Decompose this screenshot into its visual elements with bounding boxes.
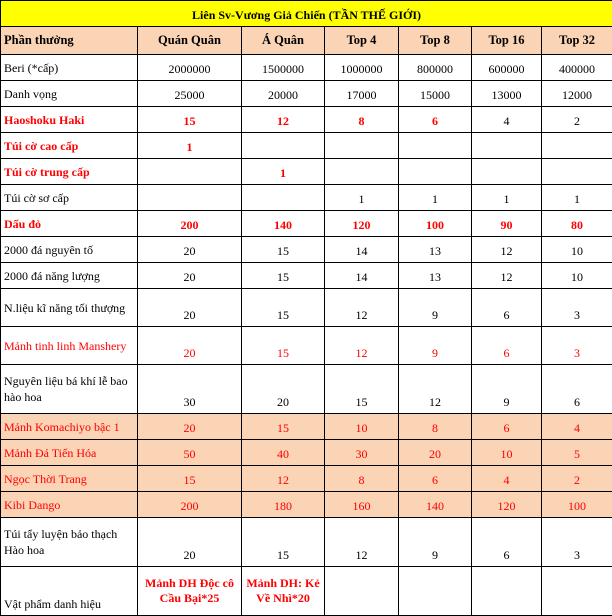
cell: 12 — [472, 237, 542, 263]
cell: 180 — [242, 492, 325, 518]
cell — [472, 159, 542, 185]
award-champion: Mảnh DH Độc cô Cầu Bại*25 — [138, 567, 242, 616]
cell: 1 — [242, 159, 325, 185]
cell — [138, 159, 242, 185]
cell: 15 — [242, 289, 325, 327]
cell: 2000000 — [138, 55, 242, 81]
cell: 3 — [542, 327, 612, 365]
cell: 15 — [242, 263, 325, 289]
cell: 140 — [399, 492, 472, 518]
cell: 9 — [399, 518, 472, 567]
cell — [138, 185, 242, 211]
table-row — [1, 159, 612, 185]
cell: 13 — [399, 237, 472, 263]
table-title: Liên Sv-Vương Giả Chiến (TẦN THẾ GIỚI) — [1, 1, 612, 27]
row-label: Haoshoku Haki — [1, 107, 138, 133]
award-row — [1, 567, 612, 616]
cell — [542, 133, 612, 159]
row-label: Ngọc Thời Trang — [1, 466, 138, 492]
table-row — [1, 133, 612, 159]
cell: 8 — [325, 107, 399, 133]
cell: 12 — [325, 289, 399, 327]
table-row — [1, 107, 612, 133]
cell: 1 — [542, 185, 612, 211]
header-top16: Top 16 — [472, 27, 542, 55]
cell: 15 — [242, 414, 325, 440]
cell: 12 — [472, 263, 542, 289]
cell: 6 — [399, 466, 472, 492]
cell: 4 — [542, 414, 612, 440]
cell: 12 — [325, 518, 399, 567]
award-runner-up: Mảnh DH: Kẻ Về Nhì*20 — [242, 567, 325, 616]
table-row — [1, 263, 612, 289]
cell: 6 — [472, 414, 542, 440]
row-label: Túi cờ cao cấp — [1, 133, 138, 159]
table-row — [1, 211, 612, 237]
row-label: Túi cờ trung cấp — [1, 159, 138, 185]
cell: 15000 — [399, 81, 472, 107]
cell — [325, 567, 399, 616]
cell: 6 — [472, 289, 542, 327]
cell — [399, 567, 472, 616]
cell: 15 — [242, 327, 325, 365]
cell: 6 — [399, 107, 472, 133]
header-top8: Top 8 — [399, 27, 472, 55]
cell: 9 — [399, 327, 472, 365]
table-row — [1, 289, 612, 327]
cell — [242, 185, 325, 211]
cell: 12 — [399, 365, 472, 414]
cell: 120 — [325, 211, 399, 237]
row-label: Mảnh Komachiyo bậc 1 — [1, 414, 138, 440]
header-reward: Phần thưởng — [1, 27, 138, 55]
row-label: N.liệu kĩ năng tối thượng — [1, 289, 138, 327]
cell: 13 — [399, 263, 472, 289]
cell: 12000 — [542, 81, 612, 107]
cell: 8 — [325, 466, 399, 492]
cell: 1 — [325, 185, 399, 211]
cell: 1 — [472, 185, 542, 211]
row-label: Túi tẩy luyện bảo thạch Hào hoa — [1, 518, 138, 567]
cell: 20 — [242, 365, 325, 414]
cell: 3 — [542, 518, 612, 567]
cell: 6 — [542, 365, 612, 414]
cell: 4 — [472, 466, 542, 492]
cell: 15 — [138, 466, 242, 492]
cell: 400000 — [542, 55, 612, 81]
cell: 15 — [138, 107, 242, 133]
cell: 30 — [138, 365, 242, 414]
cell: 200 — [138, 492, 242, 518]
cell: 140 — [242, 211, 325, 237]
row-label: Kibi Dango — [1, 492, 138, 518]
cell: 20 — [138, 263, 242, 289]
cell: 1000000 — [325, 55, 399, 81]
row-label: Nguyên liệu bá khí lễ bao hào hoa — [1, 365, 138, 414]
cell: 40 — [242, 440, 325, 466]
cell — [542, 159, 612, 185]
table-row — [1, 414, 612, 440]
cell: 100 — [542, 492, 612, 518]
table-row — [1, 81, 612, 107]
cell: 30 — [325, 440, 399, 466]
cell: 20 — [138, 289, 242, 327]
row-label: 2000 đá nguyên tố — [1, 237, 138, 263]
table-row — [1, 55, 612, 81]
cell: 15 — [325, 365, 399, 414]
table-row — [1, 327, 612, 365]
cell: 50 — [138, 440, 242, 466]
cell: 2 — [542, 107, 612, 133]
table-row — [1, 518, 612, 567]
row-label: Beri (*cấp) — [1, 55, 138, 81]
cell: 17000 — [325, 81, 399, 107]
cell: 10 — [542, 237, 612, 263]
cell: 14 — [325, 237, 399, 263]
cell: 90 — [472, 211, 542, 237]
cell — [472, 567, 542, 616]
cell: 5 — [542, 440, 612, 466]
header-top4: Top 4 — [325, 27, 399, 55]
cell: 8 — [399, 414, 472, 440]
cell: 20 — [138, 237, 242, 263]
row-label: Túi cờ sơ cấp — [1, 185, 138, 211]
cell: 15 — [242, 237, 325, 263]
table-row — [1, 237, 612, 263]
cell — [399, 159, 472, 185]
cell: 10 — [325, 414, 399, 440]
cell: 12 — [242, 107, 325, 133]
cell — [542, 567, 612, 616]
cell — [325, 133, 399, 159]
row-label: Mảnh Đá Tiến Hóa — [1, 440, 138, 466]
cell: 200 — [138, 211, 242, 237]
header-top32: Top 32 — [542, 27, 612, 55]
table-row — [1, 466, 612, 492]
cell: 20 — [399, 440, 472, 466]
cell — [325, 159, 399, 185]
table-row — [1, 185, 612, 211]
cell: 4 — [472, 107, 542, 133]
cell: 800000 — [399, 55, 472, 81]
cell: 3 — [542, 289, 612, 327]
header-row — [1, 27, 612, 55]
header-runner-up: Á Quân — [242, 27, 325, 55]
cell: 6 — [472, 518, 542, 567]
table-row — [1, 440, 612, 466]
cell: 100 — [399, 211, 472, 237]
cell: 10 — [472, 440, 542, 466]
cell: 120 — [472, 492, 542, 518]
cell: 13000 — [472, 81, 542, 107]
cell: 160 — [325, 492, 399, 518]
cell: 20000 — [242, 81, 325, 107]
cell: 9 — [399, 289, 472, 327]
cell: 12 — [325, 327, 399, 365]
row-label: 2000 đá năng lượng — [1, 263, 138, 289]
cell: 1500000 — [242, 55, 325, 81]
table-row — [1, 365, 612, 414]
cell: 9 — [472, 365, 542, 414]
cell: 20 — [138, 518, 242, 567]
cell: 600000 — [472, 55, 542, 81]
cell — [399, 133, 472, 159]
cell: 2 — [542, 466, 612, 492]
cell: 6 — [472, 327, 542, 365]
cell: 25000 — [138, 81, 242, 107]
table-row — [1, 492, 612, 518]
row-label: Dấu đỏ — [1, 211, 138, 237]
row-label: Danh vọng — [1, 81, 138, 107]
row-label: Mảnh tinh linh Manshery — [1, 327, 138, 365]
header-champion: Quán Quân — [138, 27, 242, 55]
cell: 80 — [542, 211, 612, 237]
cell: 1 — [399, 185, 472, 211]
cell: 1 — [138, 133, 242, 159]
cell: 10 — [542, 263, 612, 289]
cell: 20 — [138, 327, 242, 365]
cell — [242, 133, 325, 159]
cell: 12 — [242, 466, 325, 492]
cell: 20 — [138, 414, 242, 440]
cell: 15 — [242, 518, 325, 567]
row-label: Vật phẩm danh hiệu — [1, 567, 138, 616]
cell — [472, 133, 542, 159]
cell: 14 — [325, 263, 399, 289]
